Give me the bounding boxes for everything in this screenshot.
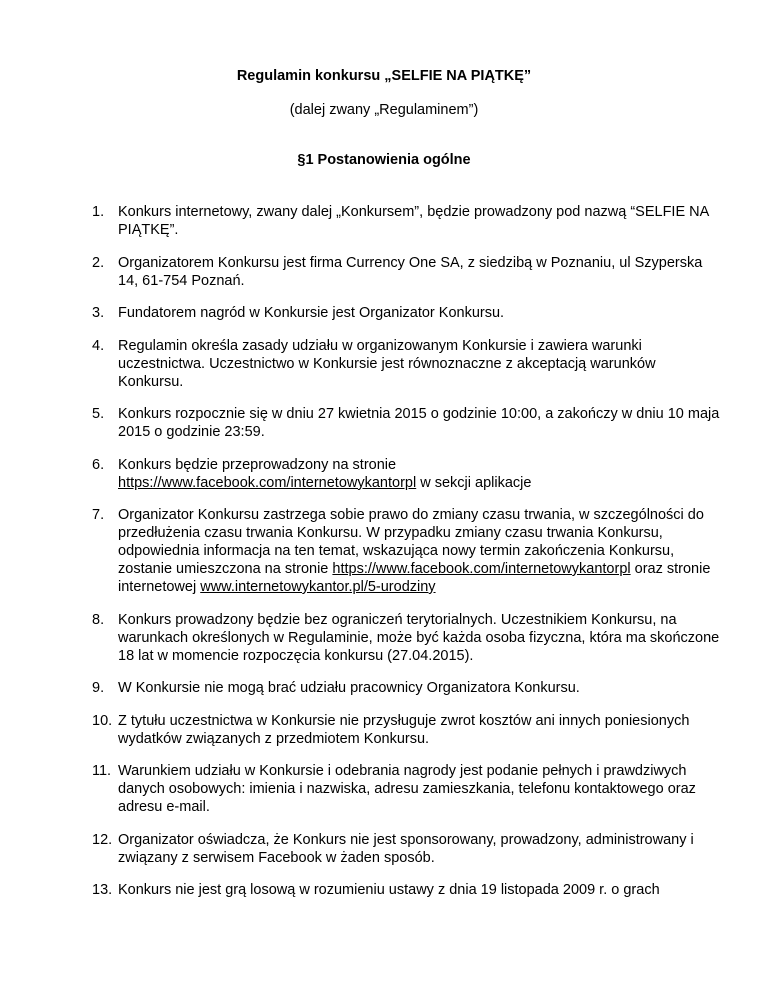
- list-item: [92, 881, 722, 899]
- item-text: w sekcji aplikacje: [416, 474, 532, 491]
- item-number: 5.: [92, 406, 105, 422]
- item-text: Konkurs internetowy, zwany dalej „Konkursem”, będzie prowadzony pod nazwą “SELFIE NA PIĄTKĘ”.: [118, 204, 709, 238]
- item-number: 12.: [92, 831, 113, 848]
- item-number: 13.: [92, 882, 113, 898]
- item-text: W Konkursie nie mogą brać udziału pracownicy Organizatora Konkursu.: [118, 680, 580, 696]
- item-number: 6.: [92, 456, 105, 473]
- document-title: Regulamin konkursu „SELFIE NA PIĄTKĘ”: [236, 68, 532, 84]
- item-text: Regulamin określa zasady udziału w organizowanym Konkursie i zawiera warunki uczestnictwa. Uczestnictwo w Konkursie jest równoznaczne z akceptacją warunków Konkursu.: [118, 337, 656, 390]
- website-link[interactable]: www.internetowykantor.pl/5-urodziny: [200, 579, 436, 595]
- item-number: 11.: [92, 763, 112, 779]
- document-subtitle: (dalej zwany „Regulaminem”): [289, 102, 479, 118]
- item-text: Fundatorem nagród w Konkursie jest Organizator Konkursu.: [118, 305, 505, 321]
- item-text: oraz stronie internetowej: [118, 561, 711, 595]
- list-item: [92, 762, 722, 816]
- item-number: 7.: [92, 507, 105, 523]
- list-item: [92, 831, 722, 867]
- item-text: Konkurs prowadzony będzie bez ograniczeń terytorialnych. Uczestnikiem Konkursu, na warunkach określonych w Regulaminie, może być każda osoba fizyczna, która ma skończone 18 lat w momencie rozpoczęcia konkursu (27.04.2015).: [118, 611, 720, 664]
- item-number: 1.: [92, 204, 105, 220]
- item-number: 4.: [92, 337, 105, 354]
- item-text: Konkurs rozpocznie się w dniu 27 kwietnia 2015 o godzinie 10:00, a zakończy w dniu 10 maja 2015 o godzinie 23:59.: [118, 406, 720, 440]
- list-item: [92, 679, 722, 697]
- item-text: Konkurs będzie przeprowadzony na stronie: [118, 456, 397, 473]
- rules-list: [92, 203, 722, 914]
- item-text: Organizatorem Konkursu jest firma Currency One SA, z siedzibą w Poznaniu, ul Szyperska 14, 61-754 Poznań.: [118, 254, 703, 289]
- list-item: [92, 405, 722, 441]
- item-text: Organizator oświadcza, że Konkurs nie jest sponsorowany, prowadzony, administrowany i związany z serwisem Facebook w żaden sposób.: [118, 831, 694, 866]
- item-number: 3.: [92, 305, 105, 321]
- item-number: 10.: [92, 712, 113, 729]
- list-item: [92, 337, 722, 391]
- item-text: Organizator Konkursu zastrzega sobie prawo do zmiany czasu trwania, w szczególności do przedłużenia czasu trwania Konkursu. W przypadku zmiany czasu trwania Konkursu, odpowiednia informacja na ten temat, wskazująca nowy termin zakończenia Konkursu, zostanie umieszczona na stronie: [118, 507, 704, 577]
- item-number: 9.: [92, 680, 105, 696]
- item-text: Warunkiem udziału w Konkursie i odebrania nagrody jest podanie pełnych i prawdziwych danych osobowych: imienia i nazwiska, adresu zamieszkania, telefonu kontaktowego oraz adresu e-mail.: [118, 763, 696, 815]
- list-item: [92, 304, 722, 322]
- item-number: 2.: [92, 254, 105, 271]
- section-heading: §1 Postanowienia ogólne: [297, 152, 471, 168]
- list-item: [92, 506, 722, 596]
- item-number: 8.: [92, 611, 105, 628]
- facebook-link[interactable]: https://www.facebook.com/internetowykantorpl: [118, 474, 417, 491]
- facebook-link[interactable]: https://www.facebook.com/internetowykantorpl: [332, 561, 631, 577]
- list-item: [92, 456, 722, 492]
- list-item: [92, 611, 722, 665]
- item-text: Konkurs nie jest grą losową w rozumieniu ustawy z dnia 19 listopada 2009 r. o grach: [118, 882, 660, 898]
- list-item: [92, 712, 722, 748]
- list-item: [92, 203, 722, 239]
- item-text: Z tytułu uczestnictwa w Konkursie nie przysługuje zwrot kosztów ani innych poniesionych wydatków związanych z przedmiotem Konkursu.: [118, 712, 690, 747]
- list-item: [92, 254, 722, 290]
